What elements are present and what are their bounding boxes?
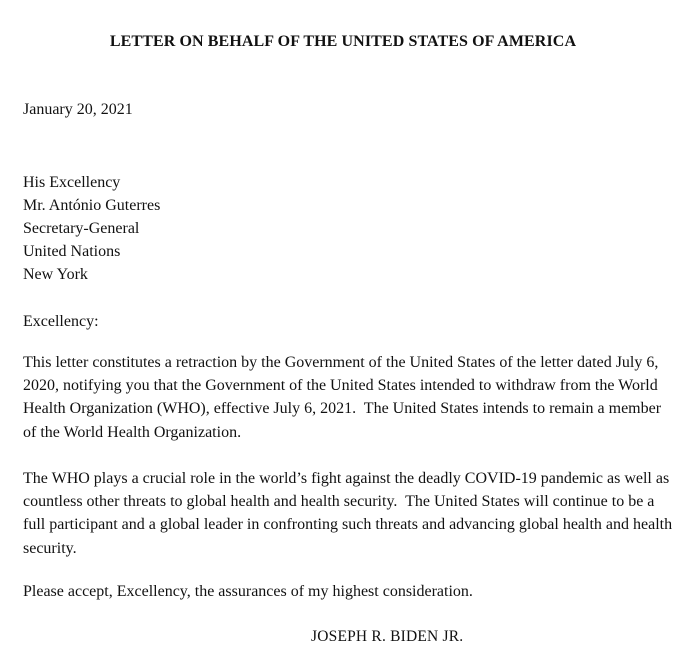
salutation: Excellency: — [23, 313, 99, 330]
recipient-city: New York — [23, 266, 88, 283]
recipient-name: Mr. António Guterres — [23, 197, 161, 214]
closing-line: Please accept, Excellency, the assurances of my highest consideration. — [23, 583, 473, 600]
recipient-honorific: His Excellency — [23, 174, 121, 191]
body-paragraph-2: The WHO plays a crucial role in the world’s fight against the deadly COVID-19 pandemic as well as countless other threats to global health and health security. The United States will continue to be a full participant and a global leader in confronting such threats and advancing global health and health security. — [23, 470, 677, 557]
body-paragraph-1: This letter constitutes a retraction by the Government of the United States of the letter dated July 6, 2020, notifying you that the Government of the United States intended to withdraw from the World Health Organization (WHO), effective July 6, 2021. The United States intends to remain a member of the World Health Organization. — [23, 354, 666, 441]
recipient-position: Secretary-General — [23, 220, 140, 237]
recipient-address — [23, 171, 160, 286]
letter-title: LETTER ON BEHALF OF THE UNITED STATES OF AMERICA — [109, 33, 577, 50]
signature-name: JOSEPH R. BIDEN JR. — [311, 628, 464, 645]
letter-date: January 20, 2021 — [23, 101, 133, 118]
recipient-organization: United Nations — [23, 243, 121, 260]
